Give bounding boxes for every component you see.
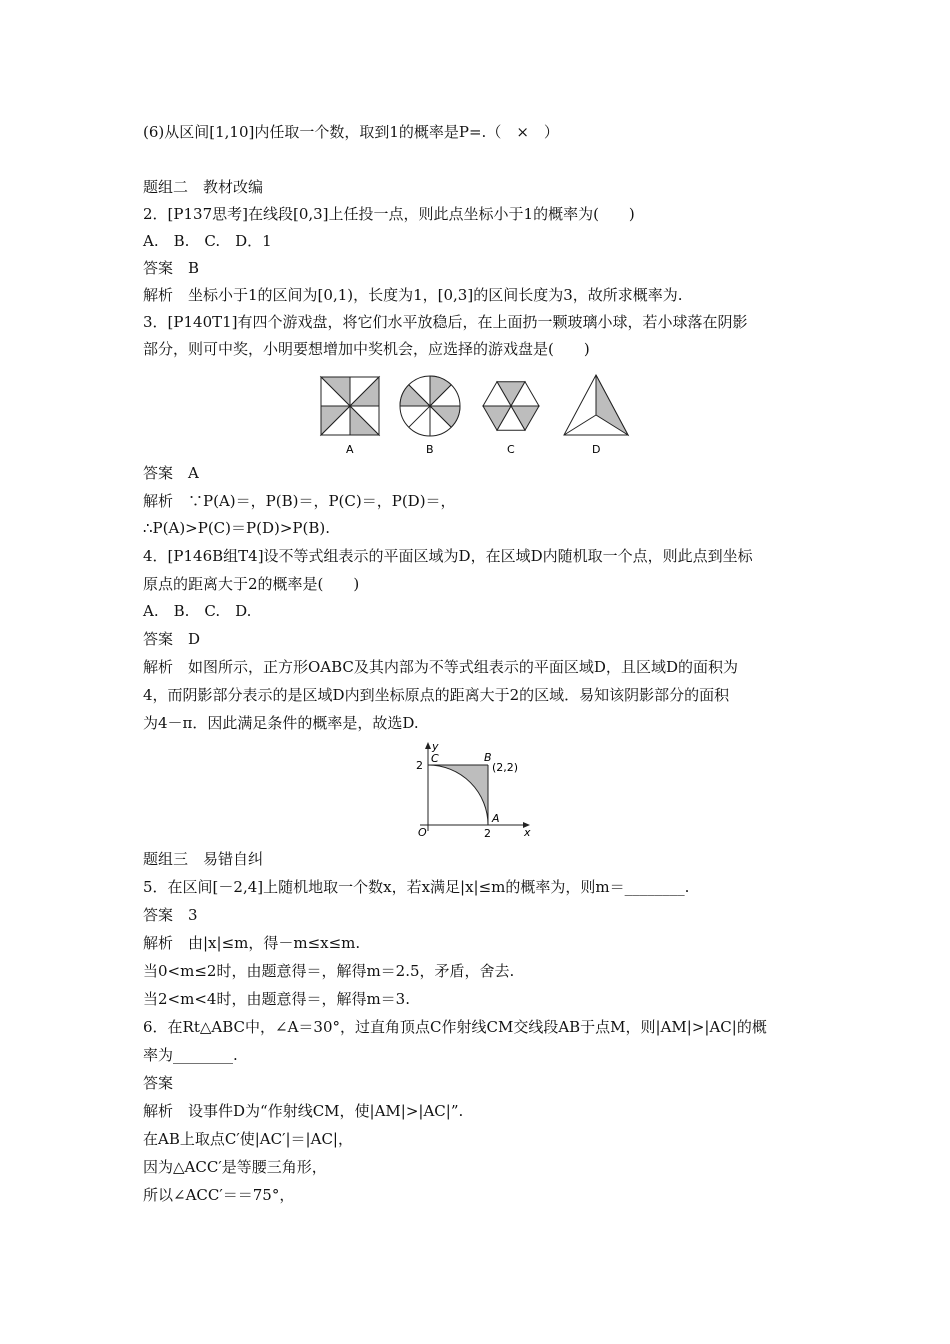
y-axis-label: y: [432, 740, 439, 753]
analysis-5-case2: 当2<m<4时，由题意得＝，解得m＝3.: [143, 990, 410, 1008]
region-figure: [412, 740, 542, 840]
analysis-4-cont: 4，而阴影部分表示的是区域D内到坐标原点的距离大于2的区域．易知该阴影部分的面积: [143, 686, 730, 704]
answer-2: 答案 B: [143, 259, 200, 277]
game-boards-figure: [316, 372, 636, 462]
point-b-label: B: [484, 751, 492, 764]
board-label-c: C: [507, 443, 515, 456]
question-4-cont: 原点的距离大于2的概率是( ): [143, 575, 360, 593]
analysis-4: 解析 如图所示，正方形OABC及其内部为不等式组表示的平面区域D，且区域D的面积为: [143, 658, 738, 676]
analysis-6-cont2: 因为△ACC′是等腰三角形，: [143, 1158, 327, 1176]
question-3-cont: 部分，则可中奖，小明要想增加中奖机会，应选择的游戏盘是( ): [143, 340, 590, 358]
analysis-5-case1: 当0<m≤2时，由题意得＝，解得m＝2.5，矛盾，舍去.: [143, 962, 515, 980]
question-5: 5．在区间[－2,4]上随机地取一个数x，若x满足|x|≤m的概率为，则m＝________.: [143, 878, 690, 896]
board-b: [400, 376, 460, 436]
answer-4: 答案 D: [143, 630, 201, 648]
analysis-6: 解析 设事件D为“作射线CM，使|AM|>|AC|”.: [143, 1102, 464, 1120]
point-b-coord: (2,2): [492, 761, 519, 774]
answer-5: 答案 3: [143, 906, 198, 924]
answer-3: 答案 A: [143, 464, 199, 482]
point-c-label: C: [431, 752, 439, 765]
board-d: [564, 375, 628, 435]
analysis-3-cont: ∴P(A)>P(C)＝P(D)>P(B).: [143, 519, 330, 537]
analysis-3: 解析 ∵P(A)＝，P(B)＝，P(C)＝，P(D)＝，: [143, 492, 456, 510]
analysis-5: 解析 由|x|≤m，得－m≤x≤m.: [143, 934, 361, 952]
analysis-6-cont: 在AB上取点C′使|AC′|＝|AC|，: [143, 1130, 353, 1148]
question-4: 4．[P146B组T4]设不等式组表示的平面区域为D，在区域D内随机取一个点，则此点到坐标: [143, 547, 753, 565]
board-label-d: D: [592, 443, 601, 456]
answer-6: 答案: [143, 1074, 174, 1092]
analysis-2: 解析 坐标小于1的区间为[0,1)，长度为1，[0,3]的区间长度为3，故所求概率为.: [143, 286, 683, 304]
x-tick-2: 2: [484, 827, 491, 840]
analysis-4-cont2: 为4－π．因此满足条件的概率是，故选D.: [143, 714, 419, 732]
board-c: [483, 382, 539, 430]
question-2: 2．[P137思考]在线段[0,3]上任投一点，则此点坐标小于1的概率为( ): [143, 205, 635, 223]
question-2-options: A. B. C. D．1: [143, 232, 272, 250]
question-6-cont: 率为________.: [143, 1046, 238, 1064]
section-heading-3: 题组三 易错自纠: [143, 850, 264, 868]
analysis-6-cont3: 所以∠ACC′＝＝75°，: [143, 1186, 295, 1204]
question-6: 6．在Rt△ABC中，∠A＝30°，过直角顶点C作射线CM交线段AB于点M，则|AM|>|AC|的概: [143, 1018, 767, 1036]
text-line-1: (6)从区间[1,10]内任取一个数，取到1的概率是P=.（ × ）: [143, 123, 559, 141]
origin-label: O: [418, 826, 427, 839]
y-tick-2: 2: [416, 759, 423, 772]
question-4-options: A. B. C. D.: [143, 602, 252, 620]
section-heading-2: 题组二 教材改编: [143, 178, 264, 196]
point-a-label: A: [492, 812, 500, 825]
question-3: 3．[P140T1]有四个游戏盘，将它们水平放稳后，在上面扔一颗玻璃小球，若小球落在阴影: [143, 313, 748, 331]
board-label-a: A: [346, 443, 354, 456]
board-label-b: B: [426, 443, 434, 456]
board-a: [321, 377, 379, 435]
x-axis-label: x: [524, 826, 531, 839]
